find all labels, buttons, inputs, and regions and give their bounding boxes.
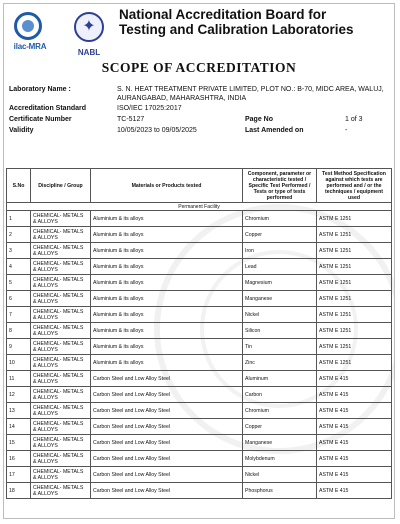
table-row [7, 483, 392, 499]
header-discipline: Discipline / Group [31, 169, 91, 203]
last-amended-label: Last Amended on [245, 127, 304, 134]
nabl-logo [70, 12, 108, 62]
cell-material: Carbon Steel and Low Alloy Steel [91, 467, 243, 483]
cell-discipline: CHEMICAL- METALS & ALLOYS [31, 291, 91, 307]
cell-component: Phosphorus [243, 483, 317, 499]
certificate-label: Certificate Number [9, 116, 72, 123]
cell-sno: 1 [7, 211, 31, 227]
cell-sno: 3 [7, 243, 31, 259]
cell-method: ASTM E 415 [317, 403, 392, 419]
ilac-ring-icon [14, 12, 42, 40]
cell-sno: 4 [7, 259, 31, 275]
cell-sno: 5 [7, 275, 31, 291]
cell-component: Nickel [243, 467, 317, 483]
cell-material: Carbon Steel and Low Alloy Steel [91, 419, 243, 435]
table-row [7, 467, 392, 483]
standard-label: Accreditation Standard [9, 105, 87, 112]
cell-component: Aluminum [243, 371, 317, 387]
table-row [7, 435, 392, 451]
validity-value: 10/05/2023 to 09/05/2025 [117, 127, 197, 134]
cell-component: Molybdenum [243, 451, 317, 467]
cell-method: ASTM E 415 [317, 467, 392, 483]
cell-material: Aluminium & its alloys [91, 291, 243, 307]
board-name [119, 7, 394, 37]
last-amended-value: - [345, 127, 348, 134]
table-row [7, 291, 392, 307]
cell-discipline: CHEMICAL- METALS & ALLOYS [31, 435, 91, 451]
table-header-row [7, 169, 392, 203]
cell-method: ASTM E 1251 [317, 243, 392, 259]
cell-discipline: CHEMICAL- METALS & ALLOYS [31, 419, 91, 435]
cell-component: Copper [243, 419, 317, 435]
cell-material: Aluminium & its alloys [91, 355, 243, 371]
cell-sno: 14 [7, 419, 31, 435]
table-row [7, 243, 392, 259]
cell-component: Zinc [243, 355, 317, 371]
cell-component: Carbon [243, 387, 317, 403]
validity-label: Validity [9, 127, 34, 134]
lab-name-value: S. N. HEAT TREATMENT PRIVATE LIMITED, PLOT NO.: B-70, MIDC AREA, WALUJ, AURANGABAD, MAHARASHTRA, INDIA [117, 86, 384, 102]
table-row [7, 307, 392, 323]
page-no-label: Page No [245, 116, 274, 123]
cell-method: ASTM E 1251 [317, 307, 392, 323]
cell-material: Carbon Steel and Low Alloy Steel [91, 387, 243, 403]
nabl-logo-text: NABL [77, 48, 101, 57]
cell-sno: 12 [7, 387, 31, 403]
nabl-seal-icon [74, 12, 104, 42]
table-row [7, 403, 392, 419]
table-row [7, 339, 392, 355]
header-sno: S.No [7, 169, 31, 203]
ilac-logo-text: ilac-MRA [13, 42, 47, 51]
cell-material: Aluminium & its alloys [91, 275, 243, 291]
cell-sno: 16 [7, 451, 31, 467]
cell-method: ASTM E 1251 [317, 211, 392, 227]
header-materials: Materials or Products tested [91, 169, 243, 203]
cell-method: ASTM E 1251 [317, 291, 392, 307]
table-row [7, 355, 392, 371]
cell-material: Carbon Steel and Low Alloy Steel [91, 435, 243, 451]
table-row [7, 371, 392, 387]
cell-discipline: CHEMICAL- METALS & ALLOYS [31, 211, 91, 227]
cell-material: Aluminium & its alloys [91, 211, 243, 227]
cell-component: Nickel [243, 307, 317, 323]
cell-method: ASTM E 1251 [317, 355, 392, 371]
page-no-value: 1 of 3 [345, 116, 363, 123]
cell-material: Carbon Steel and Low Alloy Steel [91, 483, 243, 499]
board-name-line1: National Accreditation Board for [119, 7, 327, 22]
cell-method: ASTM E 415 [317, 419, 392, 435]
cell-material: Aluminium & its alloys [91, 227, 243, 243]
cell-method: ASTM E 415 [317, 435, 392, 451]
cell-component: Tin [243, 339, 317, 355]
cell-method: ASTM E 1251 [317, 323, 392, 339]
cell-component: Manganese [243, 291, 317, 307]
cell-discipline: CHEMICAL- METALS & ALLOYS [31, 355, 91, 371]
cell-method: ASTM E 1251 [317, 339, 392, 355]
table-row [7, 419, 392, 435]
cell-material: Carbon Steel and Low Alloy Steel [91, 371, 243, 387]
cell-sno: 9 [7, 339, 31, 355]
cell-material: Carbon Steel and Low Alloy Steel [91, 451, 243, 467]
cell-component: Manganese [243, 435, 317, 451]
scope-title: SCOPE OF ACCREDITATION [101, 60, 297, 75]
cell-sno: 7 [7, 307, 31, 323]
table-row [7, 451, 392, 467]
cell-material: Aluminium & its alloys [91, 307, 243, 323]
cell-sno: 11 [7, 371, 31, 387]
cell-discipline: CHEMICAL- METALS & ALLOYS [31, 387, 91, 403]
cell-method: ASTM E 415 [317, 451, 392, 467]
cell-method: ASTM E 415 [317, 483, 392, 499]
cell-material: Aluminium & its alloys [91, 339, 243, 355]
cell-discipline: CHEMICAL- METALS & ALLOYS [31, 467, 91, 483]
cell-discipline: CHEMICAL- METALS & ALLOYS [31, 339, 91, 355]
cell-material: Aluminium & its alloys [91, 243, 243, 259]
cell-discipline: CHEMICAL- METALS & ALLOYS [31, 323, 91, 339]
cell-method: ASTM E 1251 [317, 259, 392, 275]
certificate-page [3, 3, 395, 519]
table-row [7, 323, 392, 339]
cell-component: Magnesium [243, 275, 317, 291]
facility-label: Permanent Facility [7, 203, 392, 211]
facility-row [7, 203, 392, 211]
table-body [7, 203, 392, 499]
ilac-mra-logo [10, 12, 50, 60]
table-row [7, 275, 392, 291]
logos [10, 10, 114, 62]
table-row [7, 227, 392, 243]
header-method: Test Method Specification against which tests are performed and / or the techniques / equipment used [317, 169, 392, 203]
table-row [7, 387, 392, 403]
cell-sno: 10 [7, 355, 31, 371]
cell-discipline: CHEMICAL- METALS & ALLOYS [31, 275, 91, 291]
cell-component: Lead [243, 259, 317, 275]
cell-sno: 15 [7, 435, 31, 451]
cell-sno: 18 [7, 483, 31, 499]
cell-discipline: CHEMICAL- METALS & ALLOYS [31, 483, 91, 499]
cell-method: ASTM E 1251 [317, 275, 392, 291]
cell-discipline: CHEMICAL- METALS & ALLOYS [31, 227, 91, 243]
cell-sno: 17 [7, 467, 31, 483]
cell-method: ASTM E 415 [317, 387, 392, 403]
cell-sno: 2 [7, 227, 31, 243]
board-name-line2: Testing and Calibration Laboratories [119, 22, 354, 37]
cell-discipline: CHEMICAL- METALS & ALLOYS [31, 403, 91, 419]
cell-sno: 6 [7, 291, 31, 307]
cell-discipline: CHEMICAL- METALS & ALLOYS [31, 259, 91, 275]
scope-table [6, 168, 392, 499]
cell-discipline: CHEMICAL- METALS & ALLOYS [31, 451, 91, 467]
cell-sno: 13 [7, 403, 31, 419]
cell-method: ASTM E 1251 [317, 227, 392, 243]
cell-discipline: CHEMICAL- METALS & ALLOYS [31, 307, 91, 323]
cell-component: Silicon [243, 323, 317, 339]
certificate-value: TC-5127 [117, 116, 145, 123]
cell-component: Chromium [243, 211, 317, 227]
standard-value: ISO/IEC 17025:2017 [117, 105, 182, 112]
cell-discipline: CHEMICAL- METALS & ALLOYS [31, 243, 91, 259]
cell-sno: 8 [7, 323, 31, 339]
cell-component: Iron [243, 243, 317, 259]
cell-material: Aluminium & its alloys [91, 323, 243, 339]
cell-component: Copper [243, 227, 317, 243]
lab-name-label: Laboratory Name : [9, 86, 71, 93]
cell-material: Carbon Steel and Low Alloy Steel [91, 403, 243, 419]
cell-component: Chromium [243, 403, 317, 419]
cell-material: Aluminium & its alloys [91, 259, 243, 275]
header-component: Component, parameter or characteristic tested / Specific Test Performed / Tests or type of tests performed [243, 169, 317, 203]
cell-method: ASTM E 415 [317, 371, 392, 387]
cell-discipline: CHEMICAL- METALS & ALLOYS [31, 371, 91, 387]
table-row [7, 259, 392, 275]
table-row [7, 211, 392, 227]
